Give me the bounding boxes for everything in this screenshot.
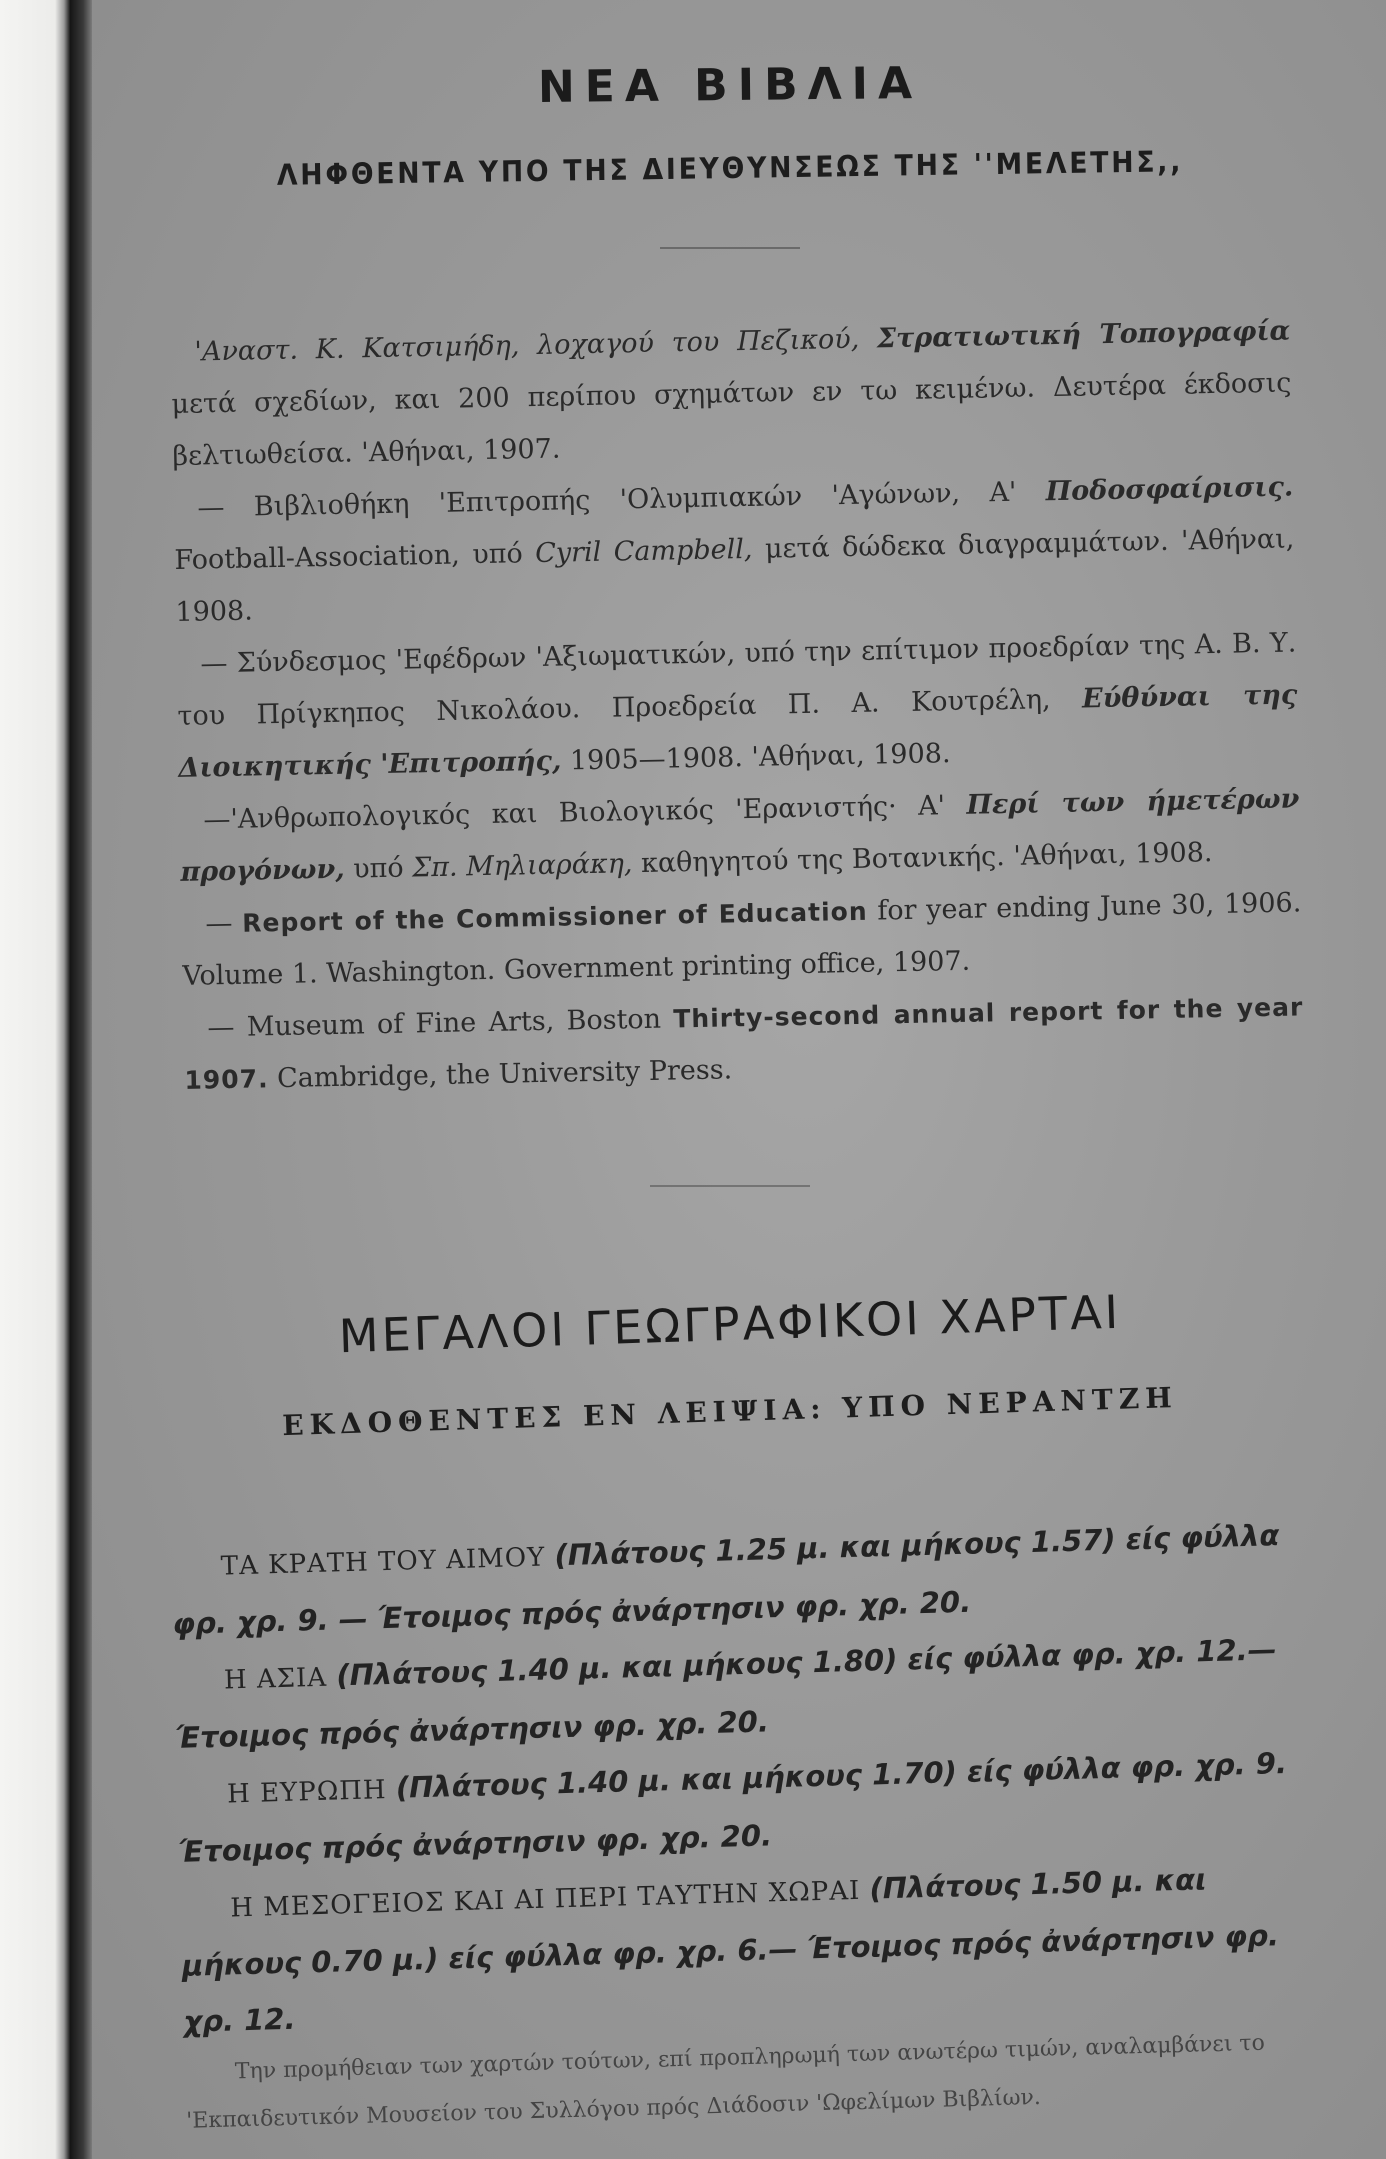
book-entry: — Museum of Fine Arts, Boston Thirty-second annual report for the year 1907. Cambridge, the University Press.: [184, 992, 1304, 1095]
map-entry: Η ΕΥΡΩΠΗ (Πλάτους 1.40 μ. και μήκους 1.70) είς φύλλα φρ. χρ. 9. Έτοιμος πρός ἀνάρτησιν φρ. χρ. 20.: [178, 1745, 1288, 1869]
divider: [660, 247, 800, 249]
section-title-maps: ΜΕΓΑΛΟΙ ΓΕΩΓΡΑΦΙΚΟΙ ΧΑΡΤΑΙ: [338, 1284, 1122, 1364]
page-edge-margin: [0, 0, 70, 2159]
book-list: [170, 305, 1305, 1106]
book-spine-shadow: [70, 0, 92, 2159]
divider: [650, 1185, 810, 1187]
book-entry: — Βιβλιοθήκη 'Επιτροπής 'Ολυμπιακών 'Αγώνων, Α' Ποδοσφαίρισις. Football-Association, υπό Cyril Campbell, μετά δώδεκα διαγραμμάτων. 'Αθήναι, 1908.: [174, 471, 1295, 628]
section-subtitle-maps: ΕΚΔΟΘΕΝΤΕΣ ΕΝ ΛΕΙΨΙΑ: ΥΠΟ ΝΕΡΑΝΤΖΗ: [281, 1380, 1179, 1443]
book-entry: — Report of the Commissioner of Education for year ending June 30, 1906. Volume 1. Washington. Government printing office, 1907.: [182, 887, 1302, 992]
book-entry: 'Αναστ. Κ. Κατσιμήδη, λοχαγού του Πεζικού, Στρατιωτική Τοπογραφία μετά σχεδίων, και 200 περίπου σχημάτων εν τω κειμένω. Δευτέρα έκδοσις βελτιωθείσα. 'Αθήναι, 1907.: [171, 315, 1292, 472]
map-entry: ΤΑ ΚΡΑΤΗ ΤΟΥ ΑΙΜΟΥ (Πλάτους 1.25 μ. και μήκους 1.57) είς φύλλα φρ. χρ. 9. — Έτοιμος πρός ἀνάρτησιν φρ. χρ. 20.: [171, 1518, 1280, 1641]
section-subtitle: ΛΗΦΘΕΝΤΑ ΥΠΟ ΤΗΣ ΔΙΕΥΘΥΝΣΕΩΣ ΤΗΣ ''ΜΕΛΕΤΗΣ,,: [276, 144, 1184, 192]
book-entry: —'Ανθρωπολογικός και Βιολογικός 'Ερανιστής· Α' Περί των ήμετέρων προγόνων, υπό Σπ. Μηλιαράκη, καθηγητού της Βοτανικής. 'Αθήναι, 1908.: [180, 783, 1300, 888]
map-entry: Η ΑΣΙΑ (Πλάτους 1.40 μ. και μήκους 1.80) είς φύλλα φρ. χρ. 12.— Έτοιμος πρός ἀνάρτησιν φρ. χρ. 20.: [175, 1632, 1278, 1755]
book-entry: — Σύνδεσμος 'Εφέδρων 'Αξιωματικών, υπό την επίτιμον προεδρίαν της Α. Β. Υ. του Πρίγκηπος Νικολάου. Προεδρεία Π. Α. Κουτρέλη, Εύθύναι της Διοικητικής 'Επιτροπής, 1905—1908. 'Αθήναι, 1908.: [177, 627, 1298, 784]
map-entry: Η ΜΕΣΟΓΕΙΟΣ ΚΑΙ ΑΙ ΠΕΡΙ ΤΑΥΤΗΝ ΧΩΡΑΙ (Πλάτους 1.50 μ. και μήκους 0.70 μ.) είς φύλλα φρ. χρ. 6.— Έτοιμος πρός ἀνάρτησιν φρ. χρ. 12.: [181, 1862, 1280, 2039]
map-list: [170, 1507, 1307, 2146]
purchase-note: Την προμήθειαν των χαρτών τούτων, επί προπληρωμή των ανωτέρω τιμών, αναλαμβάνει το 'Εκπαιδευτικόν Μουσείον του Συλλόγου πρός Διάδοσιν 'Ωφελίμων Βιβλίων.: [185, 2030, 1266, 2134]
page-content: [170, 57, 1304, 2146]
section-title-new-books: ΝΕΑ ΒΙΒΛΙΑ: [537, 57, 923, 114]
